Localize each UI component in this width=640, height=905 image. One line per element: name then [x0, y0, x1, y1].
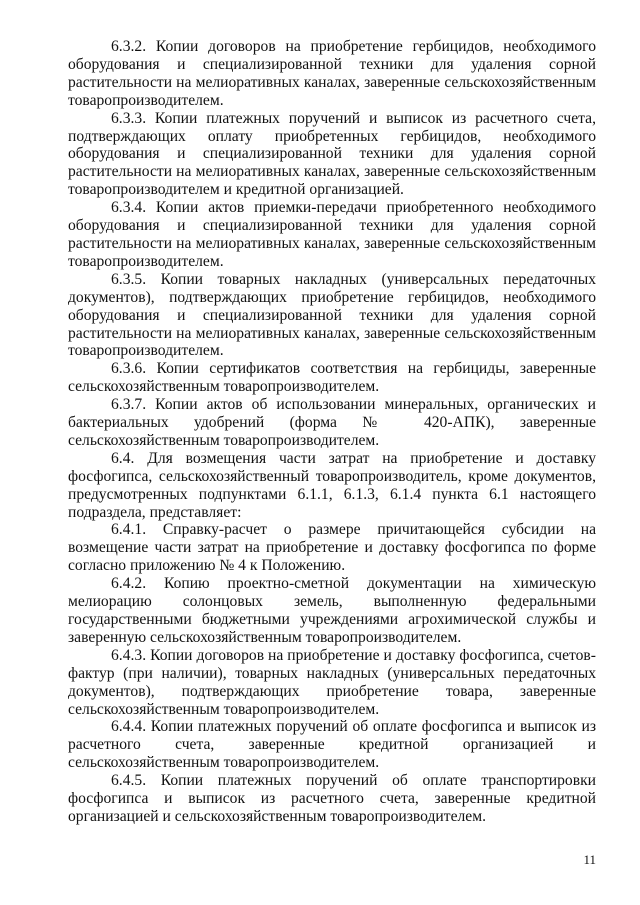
page-number: 11	[583, 852, 596, 867]
paragraph-6-3-6: 6.3.6. Копии сертификатов соответствия на гербициды, заверенные сельскохозяйственным товаропроизводителем.	[68, 360, 596, 396]
paragraph-6-4: 6.4. Для возмещения части затрат на приобретение и доставку фосфогипса, сельскохозяйственный товаропроизводитель, кроме документов, предусмотренных подпунктами 6.1.1, 6.1.3, 6.1.4 пункта 6.1 настоящего подраздела, представляет:	[68, 449, 596, 521]
paragraph-6-3-2: 6.3.2. Копии договоров на приобретение гербицидов, необходимого оборудования и специализированной техники для удаления сорной растительности на мелиоративных каналах, заверенные сельскохозяйственным товаропроизводителем.	[68, 38, 596, 109]
paragraph-6-3-5: 6.3.5. Копии товарных накладных (универсальных передаточных документов), подтверждающих приобретение гербицидов, необходимого оборудования и специализированной техники для удаления сорной растительности на мелиоративных каналах, заверенные сельскохозяйственным товаропроизводителем.	[68, 270, 596, 360]
paragraph-6-4-4: 6.4.4. Копии платежных поручений об оплате фосфогипса и выписок из расчетного счета, заверенные кредитной организацией и сельскохозяйственным товаропроизводителем.	[68, 718, 596, 772]
paragraph-6-4-3: 6.4.3. Копии договоров на приобретение и доставку фосфогипса, счетов-фактур (при наличии), товарных накладных (универсальных передаточных документов), подтверждающих приобретение товара, заверенные сельскохозяйственным товаропроизводителем.	[68, 646, 596, 718]
document-body	[68, 38, 596, 826]
paragraph-6-4-1: 6.4.1. Справку-расчет о размере причитающейся субсидии на возмещение части затрат на приобретение и доставку фосфогипса по форме согласно приложению № 4 к Положению.	[68, 521, 596, 575]
paragraph-6-4-2: 6.4.2. Копию проектно-сметной документации на химическую мелиорацию солонцовых земель, выполненную федеральными государственными бюджетными учреждениями агрохимической службы и заверенную сельскохозяйственным товаропроизводителем.	[68, 575, 596, 646]
paragraph-6-3-7: 6.3.7. Копии актов об использовании минеральных, органических и бактериальных удобрений (форма № 420-АПК), заверенные сельскохозяйственным товаропроизводителем.	[68, 396, 596, 449]
paragraph-6-4-5: 6.4.5. Копии платежных поручений об оплате транспортировки фосфогипса и выписок из расчетного счета, заверенные кредитной организацией и сельскохозяйственным товаропроизводителем.	[68, 772, 596, 825]
paragraph-6-3-4: 6.3.4. Копии актов приемки-передачи приобретенного необходимого оборудования и специализированной техники для удаления сорной растительности на мелиоративных каналах, заверенные сельскохозяйственным товаропроизводителем.	[68, 199, 596, 270]
paragraph-6-3-3: 6.3.3. Копии платежных поручений и выписок из расчетного счета, подтверждающих оплату приобретенных гербицидов, необходимого оборудования и специализированной техники для удаления сорной растительности на мелиоративных каналах, заверенные сельскохозяйственным товаропроизводителем и кредитной организацией.	[68, 109, 596, 199]
